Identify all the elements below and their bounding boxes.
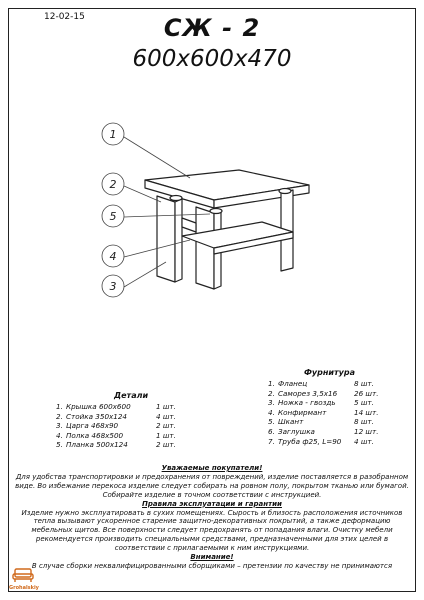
detail-name: Планка 500х124 [66, 440, 128, 450]
detail-num: 2. [56, 411, 63, 421]
hardware-qty: 26 шт. [354, 388, 379, 398]
hardware-name: Ножка - гвоздь [278, 398, 336, 408]
product-code: СЖ - 2 [163, 14, 261, 42]
hardware-qty: 4 шт. [354, 436, 374, 446]
hardware-list [268, 379, 408, 446]
flange-1 [170, 196, 182, 201]
hardware-name: Заглушка [278, 426, 315, 436]
hardware-name: Фланец [278, 379, 308, 388]
detail-row [56, 440, 196, 450]
details-heading: Детали [114, 391, 149, 400]
callout-label-2: 2 [109, 178, 117, 191]
detail-name: Крышка 600х600 [66, 402, 131, 411]
hardware-row [268, 389, 408, 399]
hardware-qty: 8 шт. [354, 379, 374, 388]
detail-qty: 4 шт. [156, 411, 176, 421]
notice-heading-rules: Правила эксплуатации и гарантии [142, 499, 282, 508]
notice-paragraph-transport: Для удобства транспортировки и предохранения от повреждений, изделие поставляется в разобранном виде. Во избежание перекоса изделие следует собирать на ровном полу, покрытом тканью или бумагой. Собирайте изделие в точном соответствии с инструкцией. [15, 472, 409, 499]
hardware-row [268, 408, 408, 418]
notice-paragraph-rules: Изделие нужно эксплуатировать в сухих помещениях. Сырость и близость расположения источников тепла вызывают ускоренное старение защитно-декоративных покрытий, а также деформацию мебельных щитов. Все поверхности следует предохранять от попадания влаги. Очистку мебели рекомендуется производить специальными средствами, предназначенными для этих целей в соответствии с прилагаемыми к ним инструкциями. [21, 508, 403, 553]
detail-num: 3. [56, 421, 63, 431]
flange-3 [279, 189, 291, 194]
detail-qty: 1 шт. [156, 430, 176, 440]
detail-name: Царга 468х90 [66, 421, 119, 431]
hardware-name: Саморез 3,5х16 [278, 388, 338, 398]
notice-heading-customers: Уважаемые покупатели! [161, 464, 263, 472]
detail-name: Полка 468х500 [66, 430, 124, 440]
customer-notice [14, 464, 410, 571]
callout-label-5: 5 [109, 210, 117, 223]
notice-paragraph-attention: В случае сборки неквалифицированными сборщиками – претензии по качеству не принимаются [31, 561, 393, 570]
detail-row [56, 421, 196, 431]
logo-text: Grohalskiy [9, 585, 39, 591]
detail-row [56, 431, 196, 441]
hardware-num: 7. [268, 436, 275, 446]
hardware-row [268, 379, 408, 389]
left-leg-side [175, 199, 182, 282]
product-dimensions: 600x600x470 [132, 46, 292, 72]
hardware-heading: Фурнитура [304, 368, 355, 377]
detail-name: Стойка 350х124 [66, 411, 127, 421]
hardware-qty: 8 шт. [354, 417, 374, 427]
right-leg-front [196, 207, 214, 289]
detail-row [56, 412, 196, 422]
hardware-name: Шкант [278, 417, 304, 427]
hardware-row [268, 398, 408, 408]
hardware-row [268, 417, 408, 427]
callout-label-1: 1 [109, 128, 117, 141]
assembly-drawing [0, 110, 424, 310]
hardware-num: 4. [268, 407, 275, 417]
hardware-qty: 12 шт. [354, 426, 379, 436]
detail-qty: 2 шт. [156, 440, 176, 450]
sofa-logo-icon [12, 566, 34, 584]
date-stamp: 12-02-15 [44, 12, 85, 22]
hardware-row [268, 427, 408, 437]
detail-row [56, 402, 196, 412]
hardware-num: 1. [268, 379, 275, 388]
hardware-qty: 14 шт. [354, 407, 379, 417]
hardware-num: 2. [268, 388, 275, 398]
hardware-row [268, 437, 408, 447]
hardware-name: Конфирмант [278, 407, 327, 417]
callout-label-3: 3 [109, 280, 117, 293]
hardware-name: Труба ф25, L=90 [278, 436, 342, 446]
detail-qty: 2 шт. [156, 421, 176, 431]
hardware-qty: 5 шт. [354, 398, 374, 408]
detail-num: 5. [56, 440, 63, 450]
hardware-num: 3. [268, 398, 275, 408]
detail-qty: 1 шт. [156, 402, 176, 411]
hardware-num: 6. [268, 426, 275, 436]
left-leg-front [157, 196, 175, 282]
details-list [56, 402, 196, 450]
side-slat [182, 218, 196, 232]
detail-num: 1. [56, 402, 63, 411]
flange-2 [210, 209, 222, 214]
callout-label-4: 4 [109, 250, 117, 263]
notice-heading-attention: Внимание! [190, 553, 234, 562]
detail-num: 4. [56, 430, 63, 440]
hardware-num: 5. [268, 417, 275, 427]
